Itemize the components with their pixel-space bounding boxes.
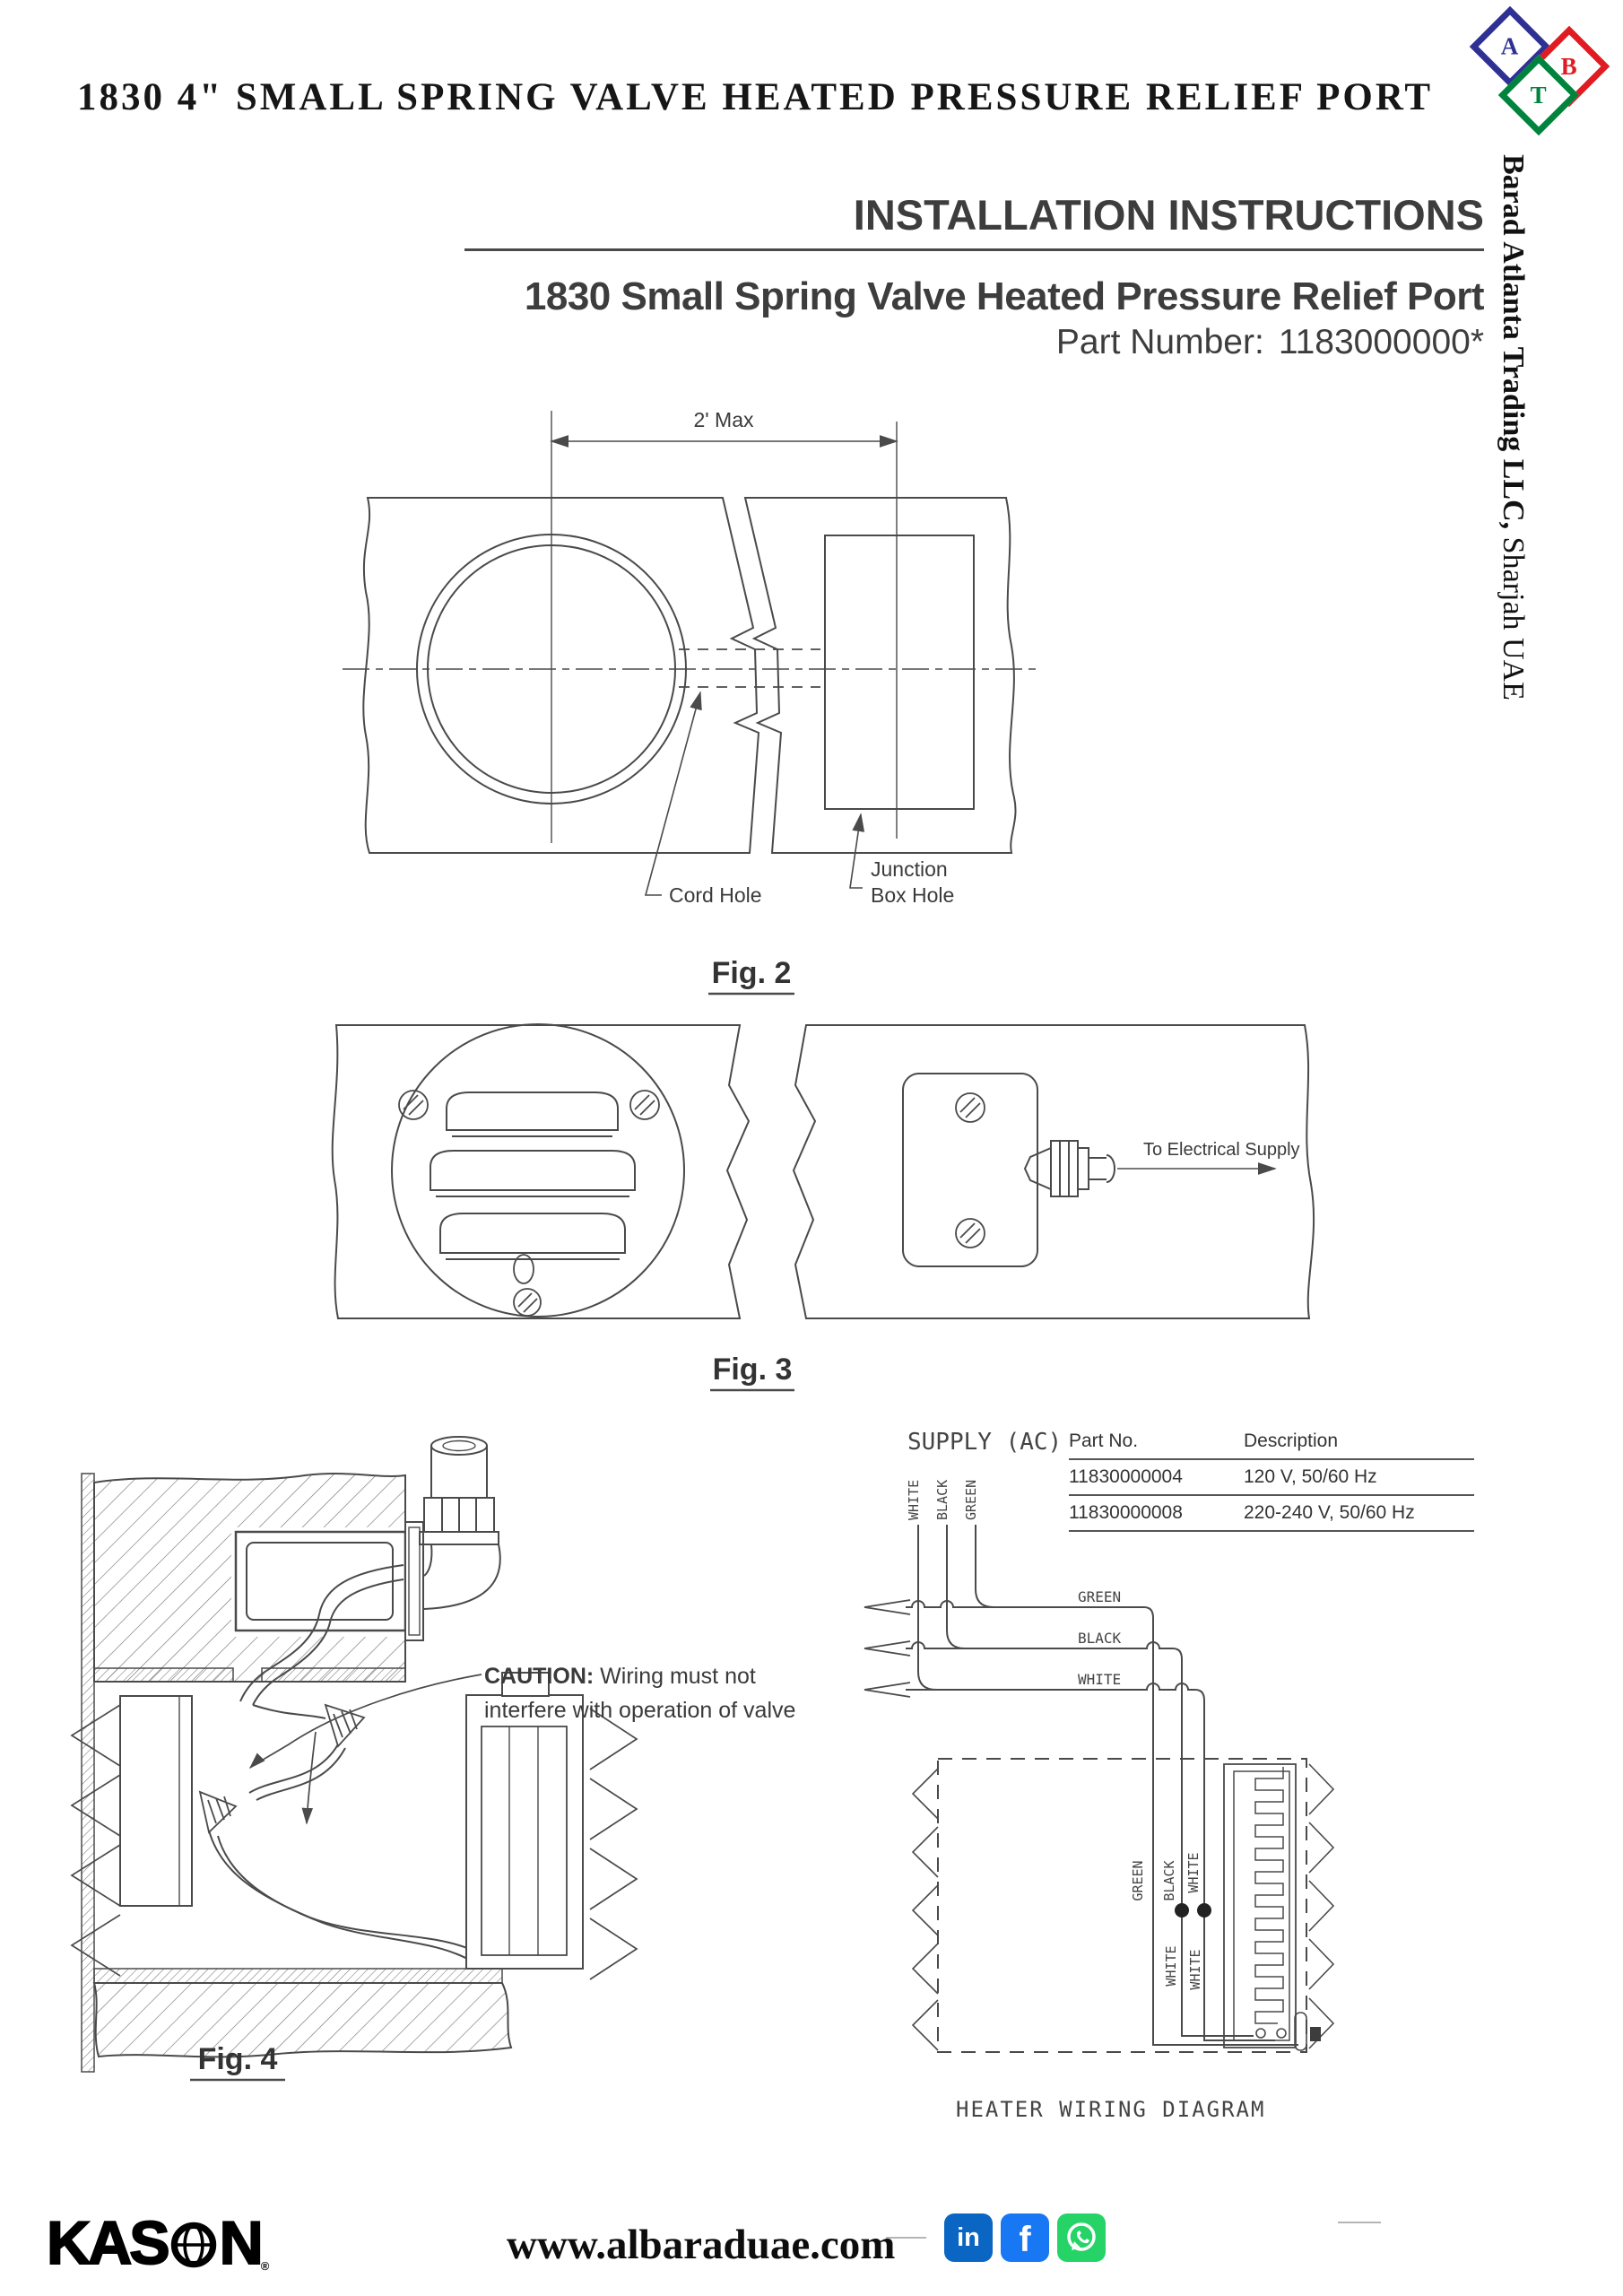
- fig3-vent-circle: [392, 1024, 684, 1317]
- fig4-drawing: [54, 1431, 771, 2094]
- fig3-drawing: [323, 1013, 1327, 1408]
- kason-logo-n: N: [219, 2209, 261, 2277]
- supply-ac-label: SUPPLY (AC): [907, 1429, 1063, 1456]
- social-icons: [944, 2213, 1106, 2262]
- logo-letter-b: B: [1560, 52, 1578, 80]
- splice-label-white2: WHITE: [1187, 1949, 1203, 1990]
- registered-mark: ®: [260, 2259, 267, 2273]
- linkedin-icon[interactable]: [944, 2213, 993, 2262]
- scan-mark: [1338, 2222, 1381, 2223]
- fig4-right-teeth: [590, 1709, 637, 1979]
- col-part-no: Part No.: [1069, 1431, 1139, 1451]
- fig4-left-teeth: [72, 1705, 120, 1976]
- line-label-black: BLACK: [1078, 1630, 1122, 1647]
- valve-body-outline: [938, 1759, 1306, 2052]
- fig2-caption: Fig. 2: [711, 956, 792, 990]
- fig3-right-panel: [794, 1025, 1314, 1318]
- fig4-left-plate: [120, 1696, 192, 1906]
- facebook-glyph: f: [1019, 2220, 1031, 2259]
- caution-note: [484, 1659, 861, 1727]
- heater-diagram-caption: HEATER WIRING DIAGRAM: [956, 2097, 1266, 2122]
- whatsapp-glyph: [1057, 2213, 1106, 2262]
- body-teeth-left: [913, 1769, 938, 2050]
- fig4-wire-nuts: [200, 1705, 364, 1832]
- logo-letter-t: T: [1530, 81, 1548, 109]
- inner-label-white: WHITE: [1185, 1852, 1202, 1893]
- fig4-lower-wall: [94, 1983, 511, 2057]
- fig2-drawing: [332, 404, 1049, 1013]
- fig4-left-edge: [82, 1474, 94, 2072]
- stub-label-green: GREEN: [963, 1479, 979, 1520]
- brand-name: Barad Atlanta Trading LLC,: [1497, 154, 1530, 530]
- linkedin-glyph: in: [957, 2222, 980, 2252]
- caution-line2: interfere with operation of valve: [484, 1698, 796, 1723]
- fig2-cord-hole-label: Cord Hole: [669, 883, 762, 907]
- description-cell: 220-240 V, 50/60 Hz: [1244, 1502, 1415, 1523]
- caution-label: CAUTION:: [484, 1664, 595, 1689]
- line-label-green: GREEN: [1078, 1588, 1122, 1605]
- fig4-conduit: [420, 1437, 500, 1609]
- whatsapp-icon[interactable]: [1057, 2213, 1106, 2262]
- brand-vertical-text: [1496, 154, 1530, 782]
- wire-green: [906, 1601, 1298, 2045]
- stub-label-black: BLACK: [934, 1479, 950, 1520]
- wire-white: [906, 1683, 1204, 1910]
- inner-label-green: GREEN: [1130, 1860, 1146, 1901]
- fig2-dimension-label: 2' Max: [693, 408, 754, 431]
- fig4-caption: Fig. 4: [197, 2042, 278, 2076]
- fig2-junction-label-line2: Box Hole: [871, 883, 955, 907]
- description-cell: 120 V, 50/60 Hz: [1244, 1466, 1377, 1487]
- fig3-caption: Fig. 3: [712, 1352, 793, 1387]
- fig2-junction-label-line1: Junction: [871, 857, 948, 881]
- fig2-junction-box-hole: [825, 535, 974, 809]
- heater-coil: [1255, 1767, 1283, 2023]
- brand-location: Sharjah UAE: [1497, 529, 1530, 700]
- heater-wiring-diagram: [843, 1417, 1399, 2161]
- inner-label-black: BLACK: [1161, 1860, 1177, 1901]
- caution-text: Wiring must not: [594, 1664, 756, 1689]
- part-number-label: Part Number:: [1055, 323, 1264, 361]
- company-logo: [1471, 9, 1614, 126]
- kason-logo: [47, 2208, 266, 2278]
- body-teeth-right: [1309, 1764, 1333, 2048]
- product-title: 1830 Small Spring Valve Heated Pressure Relief Port: [524, 274, 1484, 318]
- part-number-value: 1183000000*: [1278, 323, 1484, 361]
- fig4-junction-box: [236, 1532, 405, 1631]
- fig3-supply-label: To Electrical Supply: [1143, 1140, 1300, 1160]
- part-no-cell: 11830000008: [1069, 1502, 1183, 1523]
- fig2-right-panel: [745, 498, 1016, 853]
- splice-label-white1: WHITE: [1163, 1945, 1179, 1987]
- document-title: 1830 4" SMALL SPRING VALVE HEATED PRESSURE RELIEF PORT: [77, 76, 1434, 118]
- fig3-louvers: [430, 1092, 635, 1259]
- facebook-icon[interactable]: [1001, 2213, 1049, 2262]
- fig3-vent-screws: [399, 1091, 659, 1316]
- globe-icon: [169, 2221, 218, 2269]
- fig3-plate-screws: [956, 1093, 985, 1248]
- page-heading: INSTALLATION INSTRUCTIONS: [853, 191, 1484, 239]
- heater-element-frame: [1224, 1764, 1296, 2048]
- fig4-wires: [209, 1705, 475, 1963]
- part-no-cell: 11830000004: [1069, 1466, 1183, 1487]
- line-label-white: WHITE: [1078, 1671, 1122, 1688]
- stub-label-white: WHITE: [906, 1479, 922, 1520]
- col-description: Description: [1244, 1431, 1339, 1451]
- fig2-left-panel: [363, 498, 759, 853]
- logo-letter-a: A: [1501, 32, 1519, 60]
- part-number-line: [1056, 323, 1484, 362]
- website-url[interactable]: www.albaraduae.com: [507, 2222, 896, 2268]
- fig4-valve-assembly: [466, 1695, 583, 1969]
- fig3-left-panel: [333, 1025, 749, 1318]
- heading-rule: [464, 248, 1484, 251]
- kason-logo-kas: KAS: [47, 2209, 168, 2277]
